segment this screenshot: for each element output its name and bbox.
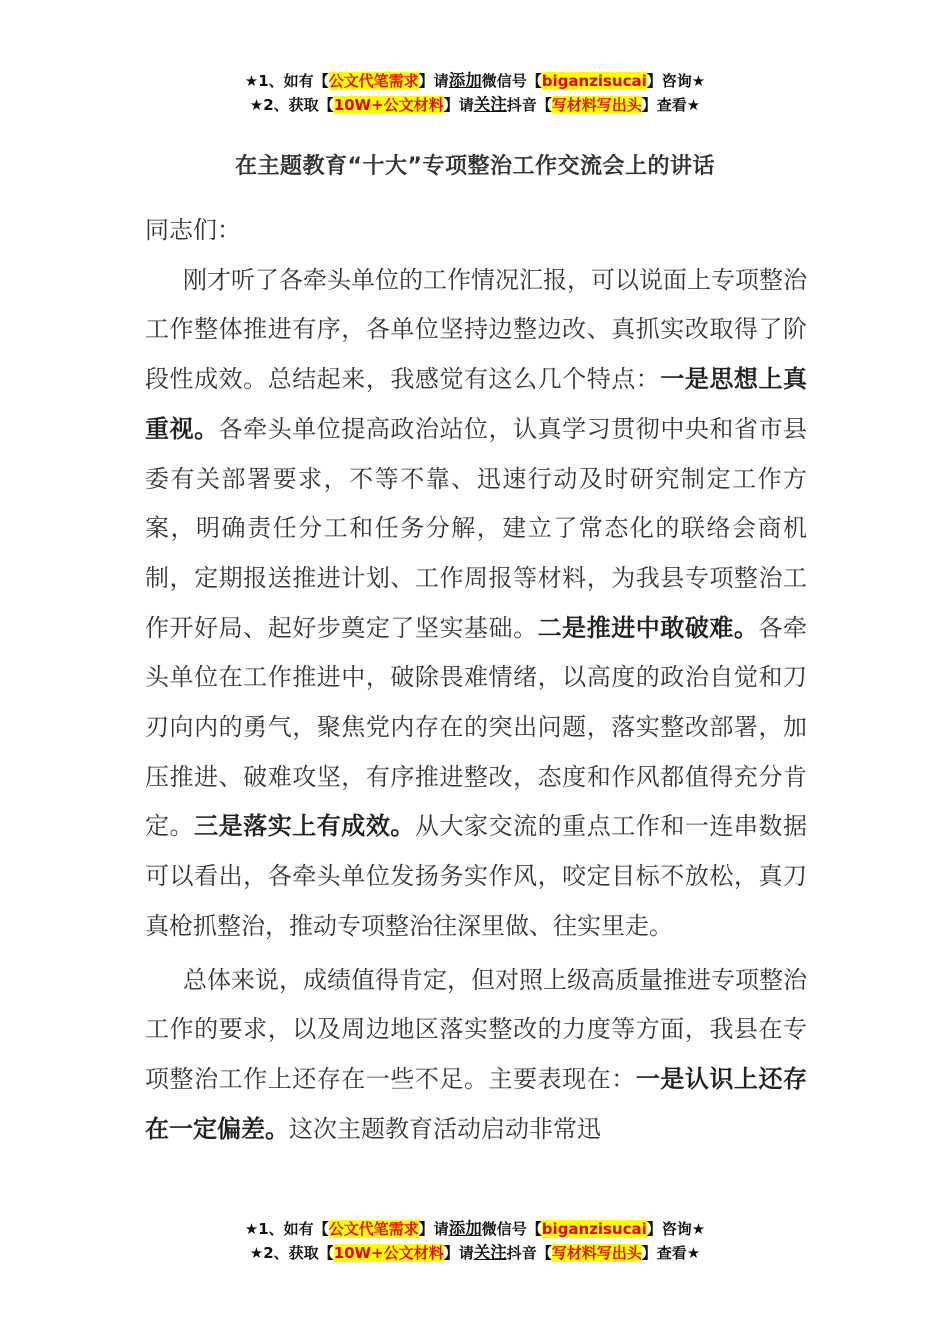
banner-text: 抖音【 — [506, 96, 552, 114]
paragraph-2 — [145, 956, 807, 1155]
banner-line-1 — [0, 69, 950, 93]
banner-text: 】请 — [418, 1220, 449, 1238]
banner-text: ★1、如有【 — [244, 72, 329, 90]
highlight-materials: 10W+公文材料 — [333, 96, 444, 114]
banner-text: 抖音【 — [506, 1244, 552, 1262]
banner-text: 】请 — [443, 1244, 474, 1262]
highlight-douyin-account: 写材料写出头 — [551, 96, 642, 114]
underlined-follow: 关注 — [473, 95, 507, 114]
banner-text: 微信号【 — [481, 1220, 542, 1238]
paragraph-text: 刚才听了各牵头单位的工作情况汇报，可以说面上专项整治工作整体推进有序，各单位坚持边整边改、真抓实改取得了阶段性成效。总结起来，我感觉有这么几个特点： — [145, 265, 807, 394]
banner-text: 】咨询★ — [646, 72, 706, 90]
banner-line-2 — [0, 93, 950, 117]
banner-text: 】查看★ — [641, 96, 701, 114]
bold-point-3: 三是落实上有成效。 — [194, 812, 415, 841]
salutation: 同志们： — [145, 216, 241, 244]
banner-line-2 — [0, 1241, 950, 1265]
document-body — [145, 206, 807, 1154]
highlight-wechat-id: biganzisucai — [541, 1220, 647, 1238]
banner-text: ★2、获取【 — [249, 96, 334, 114]
paragraph-text: 从大家交流的重点工作和一连串数据可以看出，各牵头单位发扬务实作风，咬定目标不放松，真刀真枪抓整治，推动专项整治往深里做、往实里走。 — [145, 812, 808, 940]
bold-point-4: 一是认识上还存在一定偏差。 — [145, 1064, 808, 1143]
highlight-ghostwriting: 公文代笔需求 — [328, 1220, 419, 1238]
paragraph-text: 各牵头单位在工作推进中，破除畏难情绪，以高度的政治自觉和刀刃向内的勇气，聚焦党内存在的突出问题，落实整改部署，加压推进、破难攻坚，有序推进整改，态度和作风都值得充分肯定。 — [145, 613, 808, 841]
underlined-add: 添加 — [448, 71, 482, 90]
underlined-follow: 关注 — [473, 1243, 507, 1262]
highlight-materials: 10W+公文材料 — [333, 1244, 444, 1262]
footer-banner — [0, 1217, 950, 1265]
header-banner — [0, 69, 950, 117]
highlight-wechat-id: biganzisucai — [541, 72, 647, 90]
banner-text: 】请 — [443, 96, 474, 114]
banner-line-1 — [0, 1217, 950, 1241]
banner-text: 微信号【 — [481, 72, 542, 90]
underlined-add: 添加 — [448, 1219, 482, 1238]
banner-text: 】查看★ — [641, 1244, 701, 1262]
bold-point-2: 二是推进中敢破难。 — [537, 613, 759, 642]
document-title: 在主题教育“十大”专项整治工作交流会上的讲话 — [235, 154, 715, 179]
paragraph-text: 这次主题教育活动启动非常迅 — [289, 1114, 601, 1143]
paragraph-text: 各牵头单位提高政治站位，认真学习贯彻中央和省市县委有关部署要求，不等不靠、迅速行动及时研究制定工作方案，明确责任分工和任务分解，建立了常态化的联络会商机制，定期报送推进计划、工作周报等材料，为我县专项整治工作开好局、起好步奠定了坚实基础。 — [145, 414, 808, 642]
highlight-douyin-account: 写材料写出头 — [551, 1244, 642, 1262]
highlight-ghostwriting: 公文代笔需求 — [328, 72, 419, 90]
bold-point-1: 一是思想上真重视。 — [145, 365, 808, 443]
paragraph-text: 总体来说，成绩值得肯定，但对照上级高质量推进专项整治工作的要求，以及周边地区落实整改的力度等方面，我县在专项整治工作上还存在一些不足。主要表现在： — [145, 965, 807, 1093]
banner-text: 】请 — [418, 72, 449, 90]
banner-text: ★1、如有【 — [244, 1220, 329, 1238]
banner-text: 】咨询★ — [646, 1220, 706, 1238]
paragraph-1 — [145, 256, 807, 952]
banner-text: ★2、获取【 — [249, 1244, 334, 1262]
